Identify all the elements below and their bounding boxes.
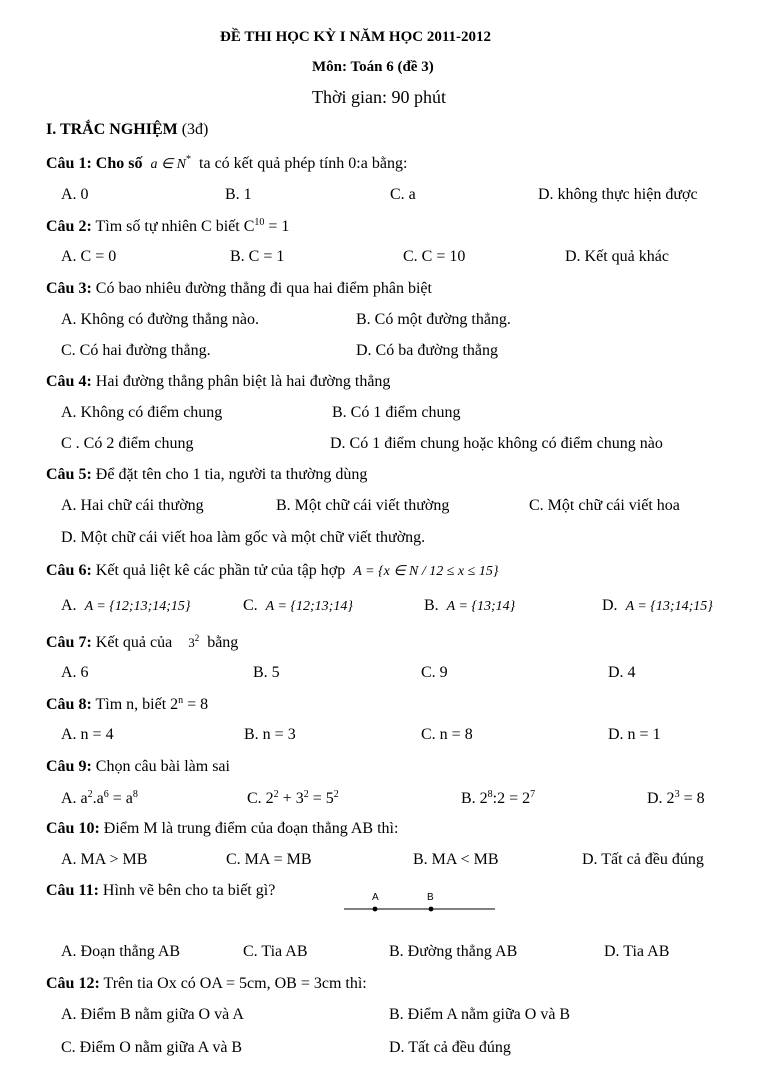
q9-a-exp2: 6	[103, 789, 109, 800]
q7-exponent: 2	[194, 633, 200, 643]
question-9	[46, 759, 230, 775]
q9-c-base: B. 2	[461, 790, 488, 807]
q6-option-b-prefix: C.	[243, 597, 258, 614]
section-heading	[46, 122, 208, 138]
q1-option-b: B. 1	[225, 186, 252, 203]
q12-option-d: D. Tất cả đều đúng	[389, 1039, 511, 1056]
q9-option-b	[247, 790, 339, 807]
q9-d-eq: = 8	[679, 790, 705, 807]
q9-d-base: D. 2	[647, 790, 675, 807]
q2-option-a: A. C = 0	[61, 248, 117, 265]
q10-option-b: C. MA = MB	[226, 851, 312, 868]
q2-option-c: C. C = 10	[403, 248, 466, 265]
q9-c-exp2: 7	[530, 789, 536, 800]
q9-a-exp3: 8	[132, 789, 138, 800]
question-11	[46, 883, 275, 899]
q7-base: 3	[188, 635, 195, 650]
q4-option-b: B. Có 1 điểm chung	[332, 404, 461, 421]
q4-text: Hai đường thẳng phân biệt là hai đường thẳng	[95, 373, 391, 390]
q2-option-d: D. Kết quả khác	[565, 248, 669, 265]
point-b-label: B	[427, 892, 434, 903]
q9-c-exp1: 8	[487, 789, 493, 800]
q1-label: Câu 1:	[46, 155, 92, 172]
q9-a-eq: = a	[108, 790, 133, 807]
q12-option-c: C. Điểm O nằm giữa A và B	[61, 1039, 243, 1056]
q6-option-a-math: A = {12;13;14;15}	[84, 599, 191, 614]
q9-option-d	[647, 790, 705, 807]
q7-text: Kết quả của	[95, 634, 173, 651]
question-5	[46, 467, 367, 483]
q9-b-exp2: 2	[303, 789, 309, 800]
q8-option-c: C. n = 8	[421, 726, 473, 743]
q6-option-d	[602, 598, 713, 614]
exam-title: ĐỀ THI HỌC KỲ I NĂM HỌC 2011-2012	[220, 29, 491, 45]
q5-option-b: B. Một chữ cái viết thường	[276, 497, 450, 514]
point-a-dot	[373, 907, 378, 912]
q8-tail: = 8	[183, 696, 209, 713]
q3-text: Có bao nhiêu đường thẳng đi qua hai điểm phân biệt	[95, 280, 432, 297]
question-6	[46, 563, 498, 579]
q6-option-c-prefix: B.	[424, 597, 439, 614]
q1-option-c: C. a	[390, 186, 416, 203]
q9-b-eq: = 5	[308, 790, 334, 807]
q3-option-c: C. Có hai đường thẳng.	[61, 342, 211, 359]
q6-option-d-math: A = {13;14;15}	[625, 599, 713, 614]
q5-label: Câu 5:	[46, 466, 92, 483]
q5-option-a: A. Hai chữ cái thường	[61, 497, 204, 514]
q9-a-mid: .a	[92, 790, 104, 807]
q1-option-d: D. không thực hiện được	[538, 186, 698, 203]
q9-b-exp1: 2	[273, 789, 279, 800]
q6-option-a-prefix: A.	[61, 597, 77, 614]
q3-option-b: B. Có một đường thẳng.	[356, 311, 511, 328]
q7-option-c: C. 9	[421, 664, 448, 681]
q1-star: *	[186, 154, 192, 165]
q1-text: ta có kết quả phép tính 0:a bằng:	[199, 155, 408, 172]
q5-option-c: C. Một chữ cái viết hoa	[529, 497, 680, 514]
q8-text: Tìm n, biết 2	[95, 696, 179, 713]
q9-a-base: A. a	[61, 790, 88, 807]
question-10	[46, 821, 398, 837]
q11-text: Hình vẽ bên cho ta biết gì?	[102, 882, 276, 899]
question-3	[46, 281, 432, 297]
q6-option-a	[61, 598, 191, 614]
question-1	[46, 155, 407, 172]
q9-b-exp3: 2	[333, 789, 339, 800]
q10-label: Câu 10:	[46, 820, 100, 837]
q8-option-d: D. n = 1	[608, 726, 661, 743]
q4-label: Câu 4:	[46, 373, 92, 390]
question-8	[46, 696, 208, 713]
q11-option-d: D. Tia AB	[604, 943, 670, 960]
q9-d-exp: 3	[674, 789, 680, 800]
section-title: I. TRẮC NGHIỆM	[46, 121, 178, 138]
q2-text: Tìm số tự nhiên C biết C	[95, 218, 255, 235]
q10-option-d: D. Tất cả đều đúng	[582, 851, 704, 868]
q5-option-d: D. Một chữ cái viết hoa làm gốc và một chữ viết thường.	[61, 529, 426, 546]
q6-text: Kết quả liệt kê các phần tử của tập hợp	[95, 562, 346, 579]
q6-label: Câu 6:	[46, 562, 92, 579]
q4-option-d: D. Có 1 điểm chung hoặc không có điểm chung nào	[330, 435, 663, 452]
q6-option-d-prefix: D.	[602, 597, 618, 614]
question-2	[46, 218, 289, 235]
q7-option-b: B. 5	[253, 664, 280, 681]
q11-option-b: C. Tia AB	[243, 943, 308, 960]
q9-option-a	[61, 790, 138, 807]
q11-option-c: B. Đường thẳng AB	[389, 943, 518, 960]
q7-tail: bằng	[207, 634, 239, 651]
q8-label: Câu 8:	[46, 696, 92, 713]
q7-option-d: D. 4	[608, 664, 636, 681]
point-a-label: A	[372, 892, 379, 903]
q10-option-c: B. MA < MB	[413, 851, 499, 868]
q12-option-a: A. Điểm B nằm giữa O và A	[61, 1006, 244, 1023]
q8-option-a: A. n = 4	[61, 726, 114, 743]
q6-set: A = {x ∈ N / 12 ≤ x ≤ 15}	[353, 564, 499, 579]
q11-label: Câu 11:	[46, 882, 99, 899]
q1-math: a ∈ N	[150, 157, 187, 172]
q9-a-exp1: 2	[87, 789, 93, 800]
q2-tail: = 1	[264, 218, 290, 235]
q5-text: Để đặt tên cho 1 tia, người ta thường dùng	[95, 466, 368, 483]
q2-label: Câu 2:	[46, 218, 92, 235]
section-points: (3đ)	[181, 121, 209, 138]
q11-option-a: A. Đoạn thẳng AB	[61, 943, 181, 960]
q12-option-b: B. Điểm A nằm giữa O và B	[389, 1006, 571, 1023]
q6-option-b	[243, 598, 353, 614]
q4-option-a: A. Không có điểm chung	[61, 404, 223, 421]
q2-exponent: 10	[254, 217, 265, 228]
q9-text: Chọn câu bài làm sai	[95, 758, 230, 775]
q1-lead: Cho số	[95, 155, 143, 172]
point-b-dot	[429, 907, 434, 912]
q3-option-a: A. Không có đường thẳng nào.	[61, 311, 259, 328]
question-12	[46, 976, 367, 992]
q7-option-a: A. 6	[61, 664, 89, 681]
exam-subject: Môn: Toán 6 (đề 3)	[312, 59, 434, 75]
q3-label: Câu 3:	[46, 280, 92, 297]
q9-b-mid: + 3	[278, 790, 304, 807]
q1-option-a: A. 0	[61, 186, 89, 203]
q12-text: Trên tia Ox có OA = 5cm, OB = 3cm thì:	[103, 975, 367, 992]
q9-label: Câu 9:	[46, 758, 92, 775]
q6-option-c	[424, 598, 515, 614]
q6-option-b-math: A = {12;13;14}	[265, 599, 353, 614]
q10-option-a: A. MA > MB	[61, 851, 148, 868]
q12-label: Câu 12:	[46, 975, 100, 992]
q3-option-d: D. Có ba đường thẳng	[356, 342, 499, 359]
q2-option-b: B. C = 1	[230, 248, 285, 265]
q7-label: Câu 7:	[46, 634, 92, 651]
exam-time: Thời gian: 90 phút	[312, 87, 447, 107]
q10-text: Điểm M là trung điểm của đoạn thẳng AB thì:	[103, 820, 399, 837]
line-figure	[340, 886, 500, 918]
q9-b-base: C. 2	[247, 790, 274, 807]
question-7	[46, 634, 238, 651]
q9-c-mid: :2 = 2	[492, 790, 531, 807]
q6-option-c-math: A = {13;14}	[446, 599, 516, 614]
q8-option-b: B. n = 3	[244, 726, 296, 743]
question-4	[46, 374, 390, 390]
q8-exponent: n	[178, 695, 184, 706]
q4-option-c: C . Có 2 điểm chung	[61, 435, 194, 452]
q9-option-c	[461, 790, 535, 807]
